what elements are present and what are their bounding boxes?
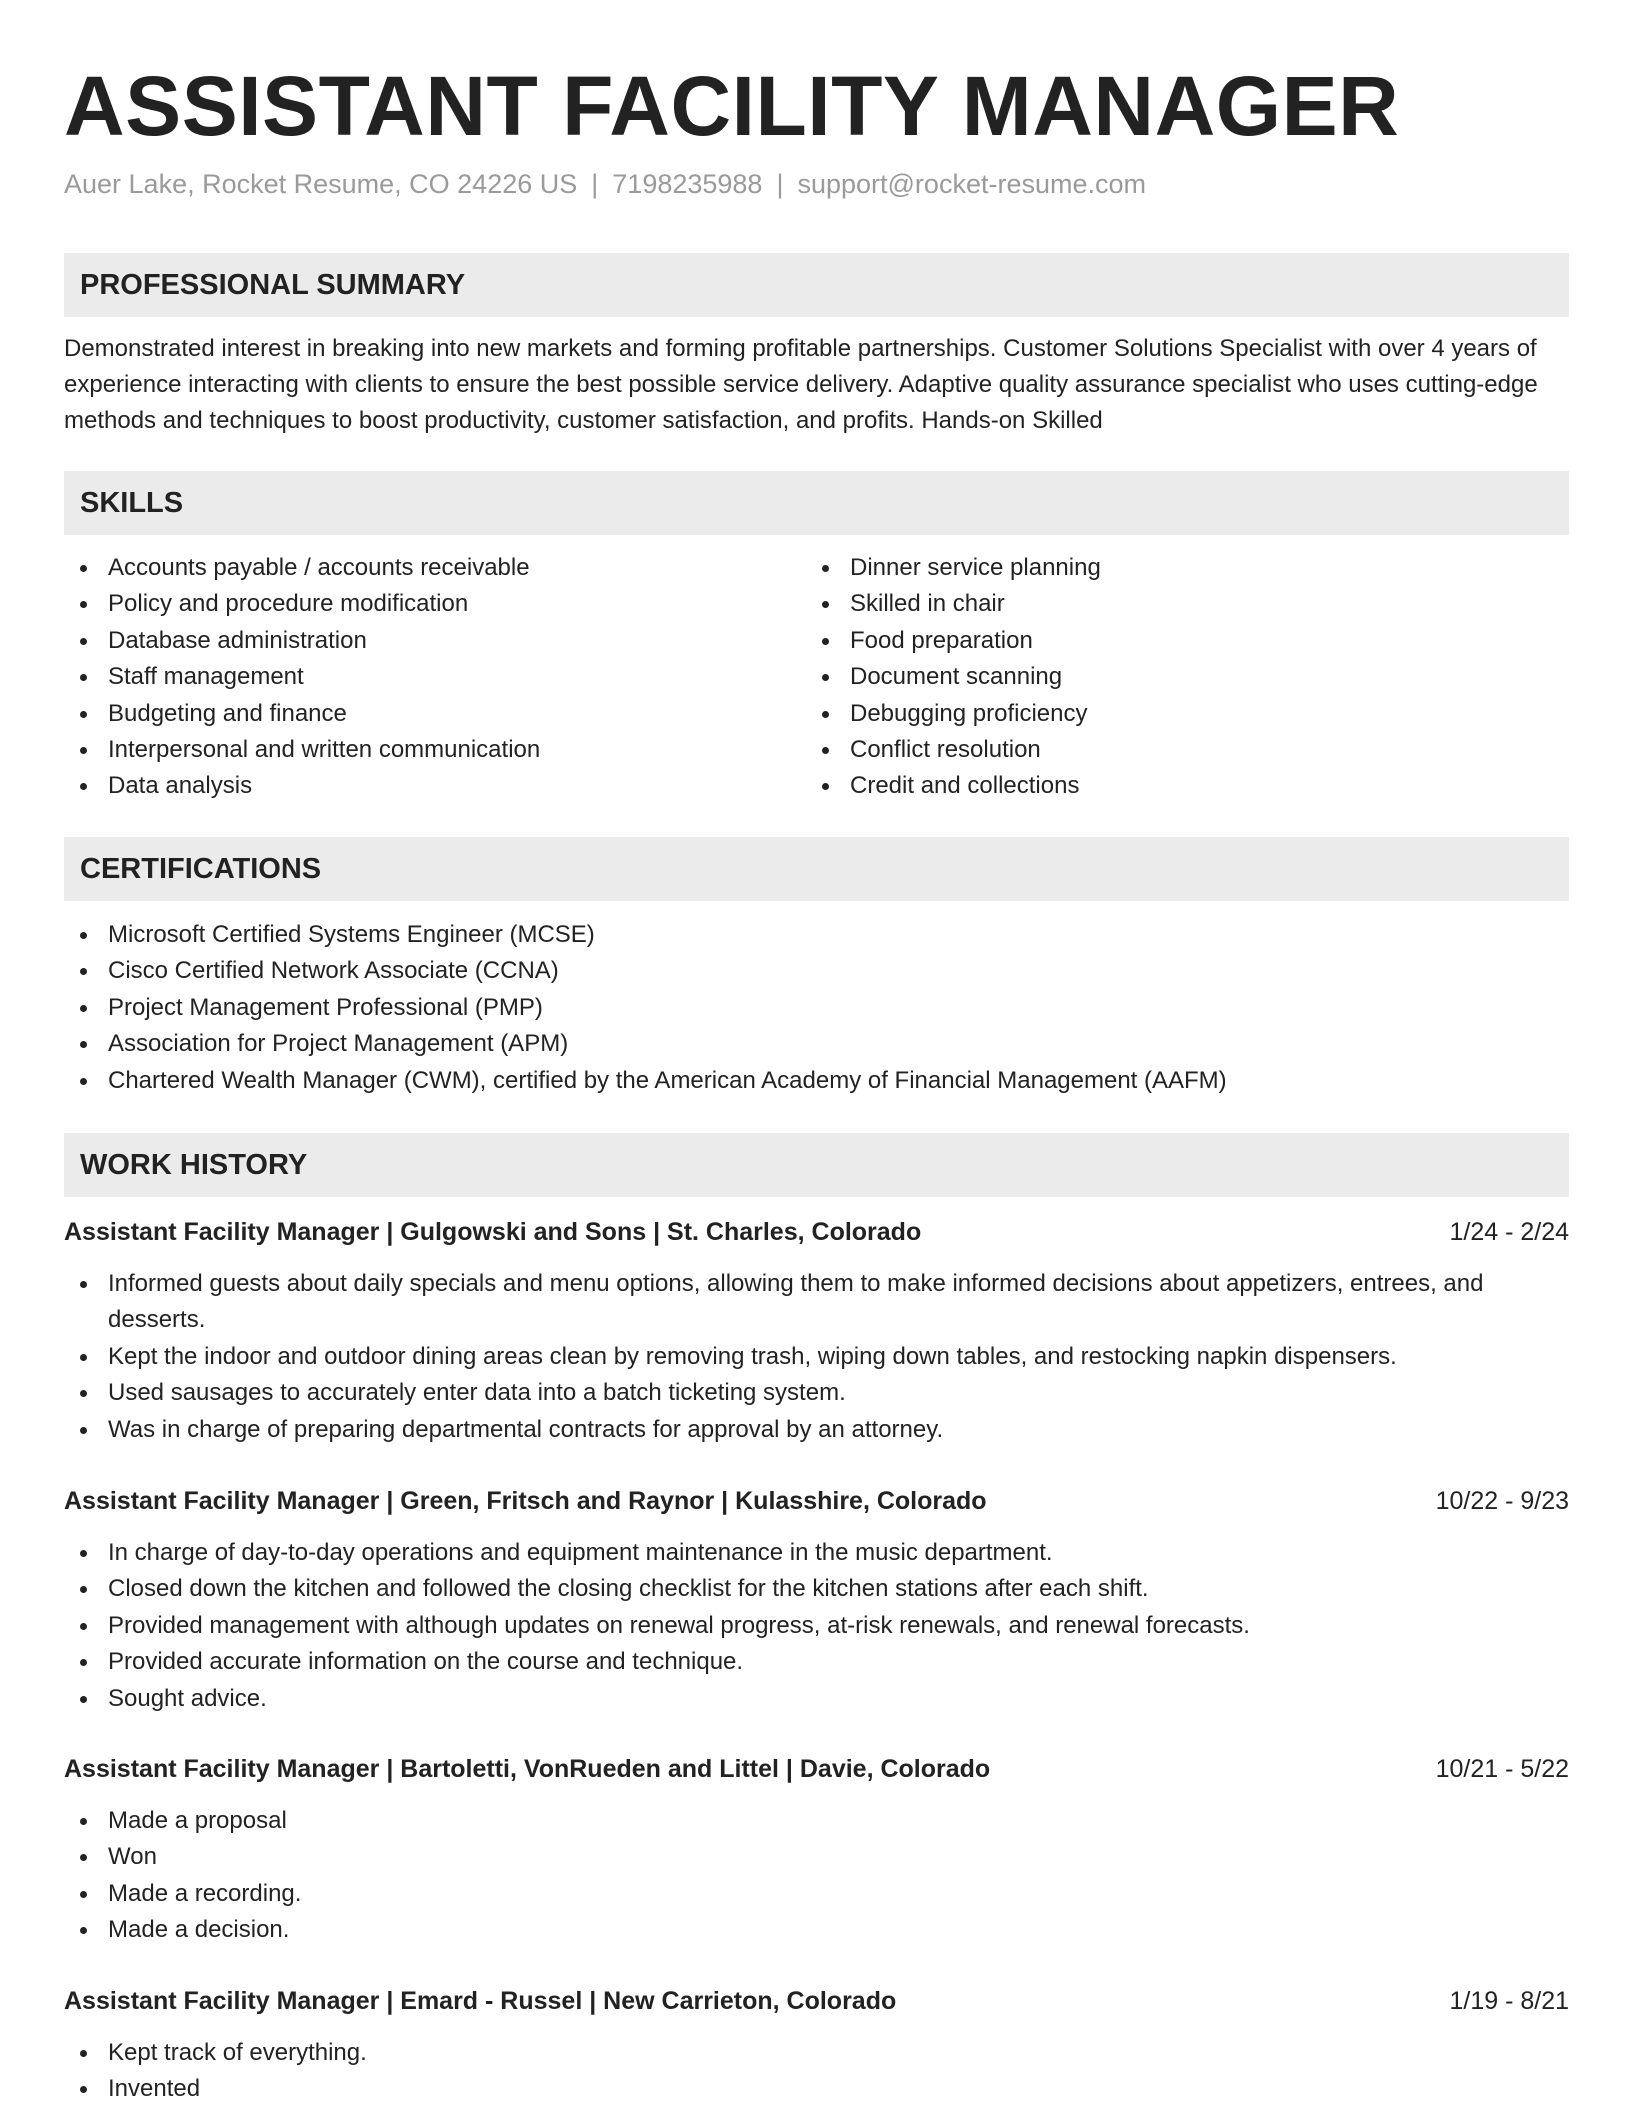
job-bullet: Closed down the kitchen and followed the closing checklist for the kitchen stations after each shift. (64, 1571, 1569, 1607)
contact-separator: | (591, 169, 599, 199)
skill-item: Interpersonal and written communication (64, 732, 794, 768)
certification-item: Association for Project Management (APM) (64, 1026, 1569, 1062)
bullet-icon (80, 601, 87, 608)
bullet-icon (80, 747, 87, 754)
bullet-icon (80, 565, 87, 572)
bullet-icon (80, 783, 87, 790)
bullet-icon (822, 565, 829, 572)
bullet-icon (80, 2086, 87, 2093)
bullet-icon (80, 711, 87, 718)
bullet-icon (80, 1281, 87, 1288)
bullet-icon (80, 1854, 87, 1861)
skill-item: Credit and collections (806, 768, 1566, 804)
job-bullet: Kept the indoor and outdoor dining areas clean by removing trash, wiping down tables, and restocking napkin dispensers. (64, 1339, 1569, 1375)
skill-item: Debugging proficiency (806, 696, 1566, 732)
bullet-icon (822, 674, 829, 681)
skills-list-left (64, 550, 794, 805)
certification-item: Cisco Certified Network Associate (CCNA) (64, 953, 1569, 989)
skill-item: Accounts payable / accounts receivable (64, 550, 794, 586)
section-header-work-history: WORK HISTORY (64, 1133, 1569, 1197)
job-bullet: Made a proposal (64, 1803, 1569, 1839)
bullet-icon (822, 638, 829, 645)
job-bullet: In charge of day-to-day operations and equipment maintenance in the music department. (64, 1535, 1569, 1571)
skill-item: Conflict resolution (806, 732, 1566, 768)
skill-item: Database administration (64, 623, 794, 659)
bullet-icon (822, 747, 829, 754)
bullet-icon (80, 1623, 87, 1630)
job-bullet: Was in charge of preparing departmental contracts for approval by an attorney. (64, 1412, 1569, 1448)
job-bullets (64, 1535, 1569, 1717)
job-bullets (64, 2035, 1569, 2108)
section-header-skills: SKILLS (64, 471, 1569, 535)
certification-item: Chartered Wealth Manager (CWM), certified by the American Academy of Financial Management (AAFM) (64, 1063, 1569, 1099)
bullet-icon (80, 968, 87, 975)
bullet-icon (80, 1427, 87, 1434)
job-bullet: Sought advice. (64, 1681, 1569, 1717)
skill-item: Budgeting and finance (64, 696, 794, 732)
job-dates: 1/24 - 2/24 (1449, 1218, 1569, 1246)
certification-item: Microsoft Certified Systems Engineer (MCSE) (64, 917, 1569, 953)
skills-list-right (806, 550, 1566, 805)
bullet-icon (80, 638, 87, 645)
job-bullet: Made a decision. (64, 1912, 1569, 1948)
certifications-list (64, 917, 1569, 1099)
skill-item: Food preparation (806, 623, 1566, 659)
bullet-icon (80, 674, 87, 681)
bullet-icon (80, 2050, 87, 2057)
contact-address: Auer Lake, Rocket Resume, CO 24226 US (64, 169, 578, 199)
contact-separator: | (776, 169, 784, 199)
bullet-icon (80, 1696, 87, 1703)
resume-name: ASSISTANT FACILITY MANAGER (64, 59, 1400, 153)
skill-item: Staff management (64, 659, 794, 695)
bullet-icon (80, 1891, 87, 1898)
job-bullets (64, 1803, 1569, 1949)
contact-phone: 7198235988 (612, 169, 763, 199)
job-title: Assistant Facility Manager | Bartoletti, VonRueden and Littel | Davie, Colorado (64, 1755, 991, 1783)
bullet-icon (80, 1659, 87, 1666)
bullet-icon (80, 1354, 87, 1361)
job-bullet: Won (64, 1839, 1569, 1875)
job-bullet: Kept track of everything. (64, 2035, 1569, 2071)
section-header-certifications: CERTIFICATIONS (64, 837, 1569, 901)
bullet-icon (80, 1550, 87, 1557)
job-bullet: Made a recording. (64, 1876, 1569, 1912)
section-header-summary: PROFESSIONAL SUMMARY (64, 253, 1569, 317)
skill-item: Skilled in chair (806, 586, 1566, 622)
summary-text: Demonstrated interest in breaking into new markets and forming profitable partnerships. Customer Solutions Specialist with over 4 years of experience interacting with clients to ensure the best possible service delivery. Adaptive quality assurance specialist who uses cutting-edge methods and techniques to boost productivity, customer satisfaction, and profits. Hands-on Skilled (64, 335, 1538, 434)
bullet-icon (822, 601, 829, 608)
skill-item: Data analysis (64, 768, 794, 804)
bullet-icon (822, 711, 829, 718)
contact-email: support@rocket-resume.com (797, 169, 1146, 199)
job-dates: 10/22 - 9/23 (1435, 1487, 1569, 1515)
job-bullet: Provided management with although updates on renewal progress, at-risk renewals, and renewal forecasts. (64, 1608, 1569, 1644)
job-title: Assistant Facility Manager | Green, Fritsch and Raynor | Kulasshire, Colorado (64, 1487, 987, 1515)
job-dates: 1/19 - 8/21 (1449, 1987, 1569, 2015)
contact-line (64, 166, 1146, 202)
certification-item: Project Management Professional (PMP) (64, 990, 1569, 1026)
job-bullet: Informed guests about daily specials and menu options, allowing them to make informed decisions about appetizers, entrees, and desserts. (64, 1266, 1569, 1339)
job-bullet: Invented (64, 2071, 1569, 2107)
bullet-icon (80, 1586, 87, 1593)
job-title: Assistant Facility Manager | Emard - Russel | New Carrieton, Colorado (64, 1987, 897, 2015)
skill-item: Dinner service planning (806, 550, 1566, 586)
skill-item: Policy and procedure modification (64, 586, 794, 622)
bullet-icon (80, 1818, 87, 1825)
job-bullet: Provided accurate information on the course and technique. (64, 1644, 1569, 1680)
bullet-icon (80, 1390, 87, 1397)
bullet-icon (80, 932, 87, 939)
job-bullets (64, 1266, 1569, 1448)
job-bullet: Used sausages to accurately enter data into a batch ticketing system. (64, 1375, 1569, 1411)
bullet-icon (80, 1927, 87, 1934)
job-title: Assistant Facility Manager | Gulgowski and Sons | St. Charles, Colorado (64, 1218, 922, 1246)
bullet-icon (80, 1005, 87, 1012)
skill-item: Document scanning (806, 659, 1566, 695)
job-dates: 10/21 - 5/22 (1435, 1755, 1569, 1783)
bullet-icon (80, 1078, 87, 1085)
bullet-icon (822, 783, 829, 790)
bullet-icon (80, 1041, 87, 1048)
